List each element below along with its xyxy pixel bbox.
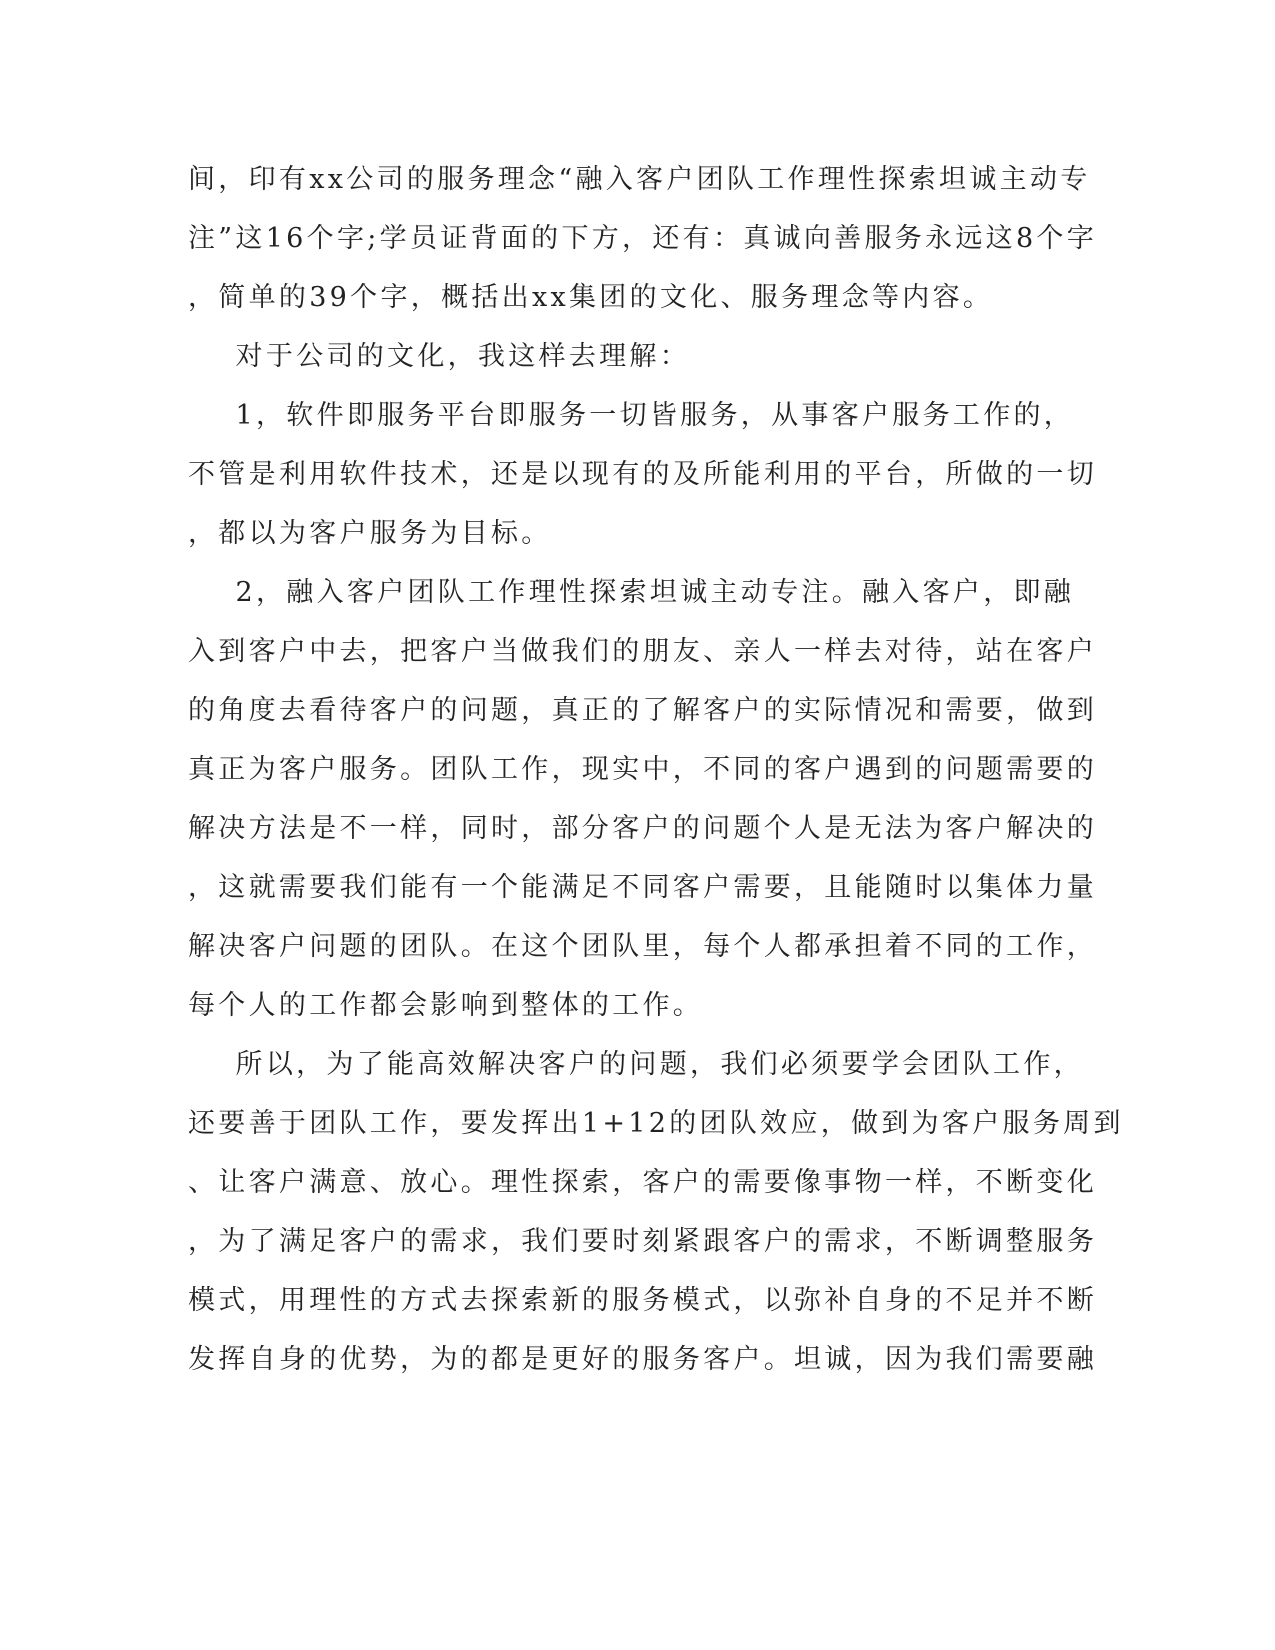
- text-line: 2，融入客户团队工作理性探索坦诚主动专注。融入客户，即融: [188, 577, 1075, 608]
- text-line: ，为了满足客户的需求，我们要时刻紧跟客户的需求，不断调整服务: [188, 1226, 1097, 1257]
- text-line: 发挥自身的优势，为的都是更好的服务客户。坦诚，因为我们需要融: [188, 1344, 1097, 1375]
- text-line: 、让客户满意、放心。理性探索，客户的需要像事物一样，不断变化: [188, 1167, 1097, 1198]
- text-line: 入到客户中去，把客户当做我们的朋友、亲人一样去对待，站在客户: [188, 636, 1097, 667]
- text-line: 对于公司的文化，我这样去理解：: [188, 341, 691, 372]
- text-line: ，这就需要我们能有一个能满足不同客户需要，且能随时以集体力量: [188, 872, 1097, 903]
- text-line: 真正为客户服务。团队工作，现实中，不同的客户遇到的问题需要的: [188, 754, 1097, 785]
- text-line: 不管是利用软件技术，还是以现有的及所能利用的平台，所做的一切: [188, 459, 1097, 490]
- text-line: 的角度去看待客户的问题，真正的了解客户的实际情况和需要，做到: [188, 695, 1097, 726]
- text-line: 每个人的工作都会影响到整体的工作。: [188, 990, 704, 1021]
- text-line: 模式，用理性的方式去探索新的服务模式，以弥补自身的不足并不断: [188, 1285, 1097, 1316]
- text-line: 还要善于团队工作，要发挥出1+12的团队效应，做到为客户服务周到: [188, 1108, 1124, 1139]
- text-line: 解决客户问题的团队。在这个团队里，每个人都承担着不同的工作，: [188, 931, 1097, 962]
- text-line: 1，软件即服务平台即服务一切皆服务，从事客户服务工作的，: [188, 400, 1075, 431]
- text-line: 解决方法是不一样，同时，部分客户的问题个人是无法为客户解决的: [188, 813, 1097, 844]
- text-line: ，都以为客户服务为目标。: [188, 518, 552, 549]
- text-line: ，简单的39个字，概括出xx集团的文化、服务理念等内容。: [188, 282, 994, 313]
- text-line: 注”这16个字;学员证背面的下方，还有：真诚向善服务永远这8个字: [188, 223, 1098, 254]
- text-line: 所以，为了能高效解决客户的问题，我们必须要学会团队工作，: [188, 1049, 1084, 1080]
- text-line: 间，印有xx公司的服务理念“融入客户团队工作理性探索坦诚主动专: [188, 164, 1091, 195]
